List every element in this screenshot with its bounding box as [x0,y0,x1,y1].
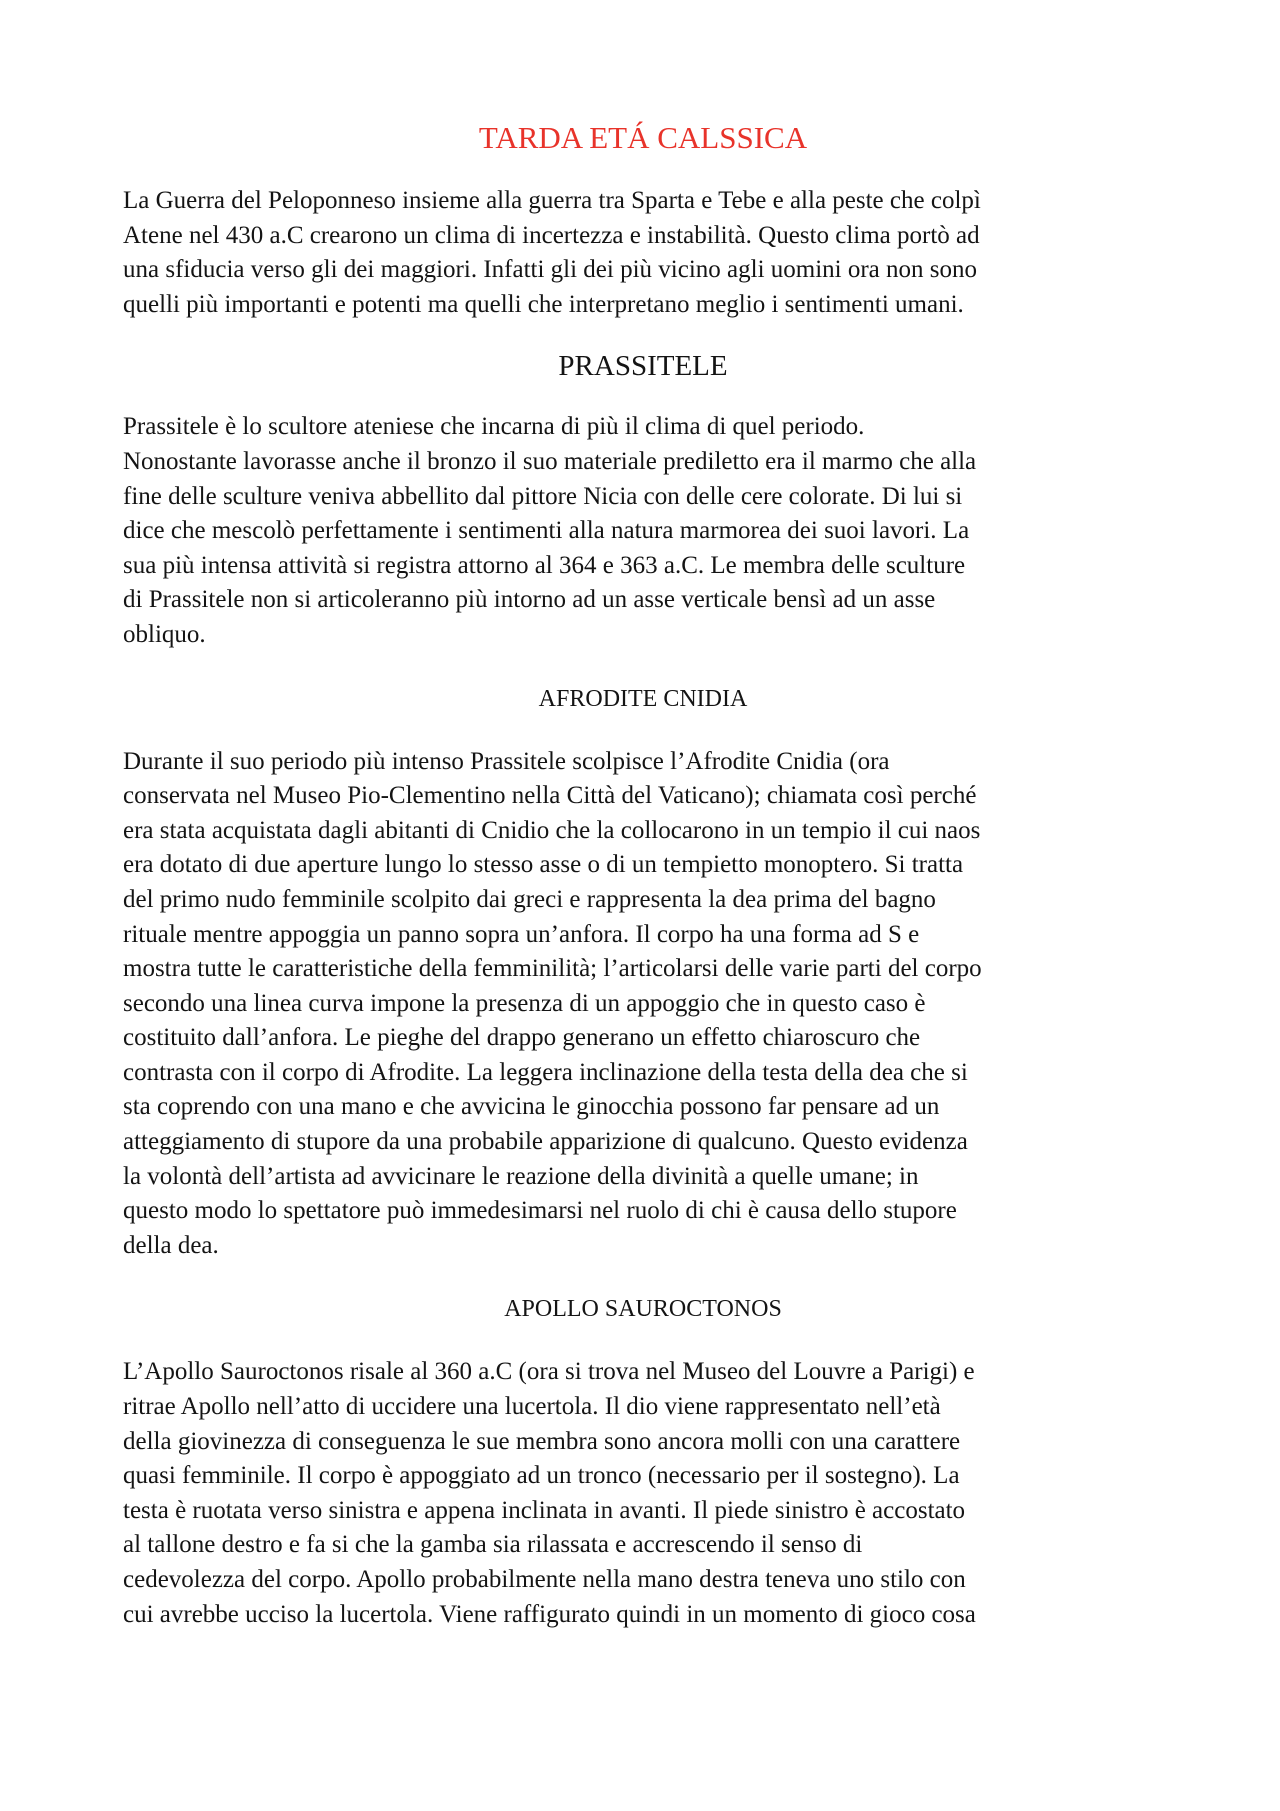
text-line: cui avrebbe ucciso la lucertola. Viene raffigurato quindi in un momento di gioco cosa [123,1600,976,1628]
afrodite-heading: AFRODITE CNIDIA [538,685,748,712]
text-line: L’Apollo Sauroctonos risale al 360 a.C (ora si trova nel Museo del Louvre a Parigi) e [123,1358,975,1386]
text-line: della giovinezza di conseguenza le sue membra sono ancora molli con una carattere [123,1427,961,1455]
text-line: era stata acquistata dagli abitanti di Cnidio che la collocarono in un tempio il cui naos [123,816,981,844]
intro-paragraph [123,184,1163,322]
text-line: di Prassitele non si articoleranno più intorno ad un asse verticale bensì ad un asse [123,586,936,614]
text-line: cedevolezza del corpo. Apollo probabilmente nella mano destra teneva uno stilo con [123,1566,966,1593]
text-line: Atene nel 430 a.C crearono un clima di incertezza e instabilità. Questo clima portò ad [123,221,980,249]
text-line: costituito dall’anfora. Le pieghe del drappo generano un effetto chiaroscuro che [123,1024,921,1052]
text-line: La Guerra del Peloponneso insieme alla guerra tra Sparta e Tebe e alla peste che colpì [123,187,981,214]
text-line: Prassitele è lo scultore ateniese che incarna di più il clima di quel periodo. [123,413,865,441]
apollo-paragraph [123,1355,1163,1632]
prassitele-paragraph [123,410,1163,652]
afrodite-paragraph [123,745,1163,1264]
text-line: conservata nel Museo Pio-Clementino nella Città del Vaticano); chiamata così perché [123,782,977,810]
prassitele-heading: PRASSITELE [558,350,728,383]
text-line: della dea. [123,1231,219,1259]
text-line: atteggiamento di stupore da una probabile apparizione di qualcuno. Questo evidenza [123,1128,968,1156]
text-line: fine delle sculture veniva abbellito dal pittore Nicia con delle cere colorate. Di lui si [123,482,963,510]
text-line: Nonostante lavorasse anche il bronzo il suo materiale prediletto era il marmo che alla [123,447,977,475]
text-line: al tallone destro e fa si che la gamba sia rilassata e accrescendo il senso di [123,1531,863,1559]
text-line: secondo una linea curva impone la presenza di un appoggio che in questo caso è [123,989,926,1017]
text-line: testa è ruotata verso sinistra e appena inclinata in avanti. Il piede sinistro è accostato [123,1496,966,1524]
text-line: una sfiducia verso gli dei maggiori. Infatti gli dei più vicino agli uomini ora non sono [123,256,978,284]
text-line: la volontà dell’artista ad avvicinare le reazione della divinità a quelle umane; in [123,1162,919,1190]
text-line: ritrae Apollo nell’atto di uccidere una lucertola. Il dio viene rappresentato nell’età [123,1393,941,1421]
apollo-heading: APOLLO SAUROCTONOS [504,1296,782,1323]
text-line: mostra tutte le caratteristiche della femminilità; l’articolarsi delle varie parti del corpo [123,955,982,983]
text-line: quelli più importanti e potenti ma quelli che interpretano meglio i sentimenti umani. [123,290,964,318]
text-line: sta coprendo con una mano e che avvicina le ginocchia possono far pensare ad un [123,1093,940,1121]
document-page [123,118,1163,1632]
text-line: del primo nudo femminile scolpito dai greci e rappresenta la dea prima del bagno [123,885,936,913]
text-line: obliquo. [123,620,206,648]
text-line: era dotato di due aperture lungo lo stesso asse o di un tempietto monoptero. Si tratta [123,851,964,879]
document-title: TARDA ETÁ CALSSICA [478,120,808,155]
text-line: dice che mescolò perfettamente i sentimenti alla natura marmorea dei suoi lavori. La [123,517,970,545]
text-line: contrasta con il corpo di Afrodite. La leggera inclinazione della testa della dea che si [123,1058,968,1086]
text-line: rituale mentre appoggia un panno sopra un’anfora. Il corpo ha una forma ad S e [123,920,920,948]
text-line: quasi femminile. Il corpo è appoggiato ad un tronco (necessario per il sostegno). La [123,1462,960,1490]
text-line: sua più intensa attività si registra attorno al 364 e 363 a.C. Le membra delle sculture [123,551,966,579]
text-line: Durante il suo periodo più intenso Prassitele scolpisce l’Afrodite Cnidia (ora [123,747,890,775]
text-line: questo modo lo spettatore può immedesimarsi nel ruolo di chi è causa dello stupore [123,1197,957,1225]
